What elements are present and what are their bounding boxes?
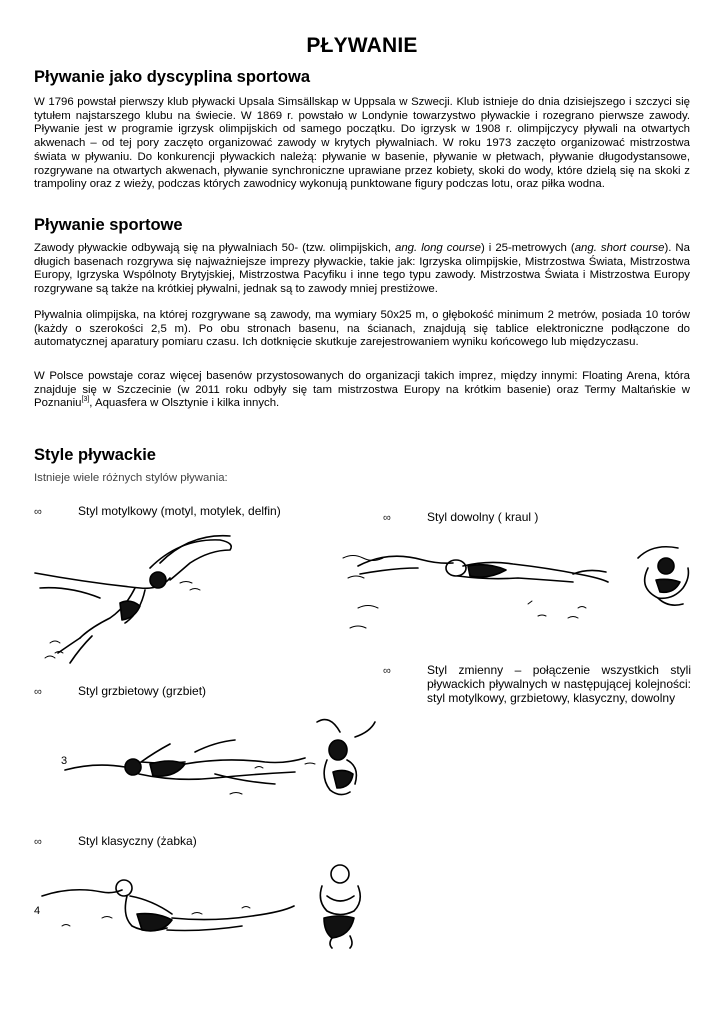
section-heading-discipline: Pływanie jako dyscyplina sportowa — [34, 68, 311, 86]
paragraph-olympic-pool: Pływalnia olimpijska, na której rozgrywane są zawody, ma wymiary 50x25 m, o głębokość minimum 2 metrów, posiada 10 torów (każdy o szerokości 2,5 m). Po obu stronach basenu, na ścianach, znajdują się tablice elektroniczne podłączone do automatycznej aparatury pomiaru czasu. Ich dotknięcie skutkuje zarejestrowaniem wyniku końcowego lub międzyczasu. — [34, 309, 690, 349]
style-item-breaststroke — [34, 834, 324, 850]
style-label: Styl motylkowy (motyl, motylek, delfin) — [78, 504, 281, 518]
infinity-bullet-icon: ∞ — [34, 836, 42, 848]
footnote-ref: [3] — [81, 396, 90, 404]
text-run: Zawody pływackie odbywają się na pływalniach 50- (tzw. olimpijskich, — [34, 242, 396, 254]
paragraph-competitions — [34, 242, 690, 297]
text-run-italic: ang. short course — [574, 242, 665, 254]
section-heading-sport: Pływanie sportowe — [34, 216, 183, 234]
page-title: PŁYWANIE — [306, 34, 418, 57]
style-label: Styl klasyczny (żabka) — [78, 834, 197, 848]
section-heading-styles: Style pływackie — [34, 446, 156, 464]
text-run: W Polsce powstaje coraz więcej basenów przystosowanych do organizacji takich imprez, między innymi: Floating Arena, która znajduje się w Szczecinie (w 2011 roku odbyły się tam mistrzostwa Europy na krótkim basenie) oraz Termy Maltańskie w Poznaniu — [34, 370, 690, 410]
text-run: ) i 25-metrowych ( — [480, 242, 575, 254]
backstroke-illustration — [55, 712, 410, 817]
style-item-freestyle — [383, 510, 683, 526]
style-label: Styl grzbietowy (grzbiet) — [78, 684, 207, 698]
infinity-bullet-icon: ∞ — [383, 665, 391, 677]
butterfly-stroke-illustration — [30, 528, 245, 668]
freestyle-stroke-illustration — [338, 538, 698, 648]
paragraph-poland — [34, 370, 690, 411]
infinity-bullet-icon: ∞ — [34, 686, 42, 698]
text-run-italic: ang. long course — [395, 242, 481, 254]
text-run: , Aquasfera w Olsztynie i kilka innych. — [89, 397, 280, 410]
style-label: Styl zmienny – połączenie wszystkich styli pływackich pływalnych w następującej kolejności: styl motylkowy, grzbietowy, klasyczny, dowolny — [427, 663, 691, 705]
infinity-bullet-icon: ∞ — [383, 512, 391, 524]
figure-number: 4 — [34, 905, 41, 917]
style-item-butterfly — [34, 504, 324, 520]
breaststroke-illustration — [32, 856, 382, 951]
style-label: Styl dowolny ( kraul ) — [427, 510, 539, 524]
styles-intro: Istnieje wiele różnych stylów pływania: — [34, 472, 228, 484]
infinity-bullet-icon: ∞ — [34, 506, 42, 518]
figure-number: 3 — [61, 755, 68, 767]
paragraph-history: W 1796 powstał pierwszy klub pływacki Upsala Simsällskap w Uppsala w Szwecji. Klub istnieje do dnia dzisiejszego i szczyci się tytułem najstarszego klubu na świecie. W 1869 r. powstało w Londynie towarzystwo pływackie i rozegrano pierwsze zawody. Pływanie jest w programie igrzysk olimpijskich od samego początku. Do igrzysk w 1908 r. olimpijczycy pływali na otwartych akwenach – od tej pory zaczęto organizować zawody w krytych pływalniach. W roku 1973 zaczęto organizować mistrzostwa świata w pływaniu. Do konkurencji pływackich należą: pływanie w basenie, pływanie w płetwach, pływanie długodystansowe, rozgrywane na otwartych akwenach, pływanie synchroniczne uprawiane przez kobiety, skoki do wody, które dzielą się na skoki z trampoliny oraz z wieży, podczas których zawodnicy wykonują punktowane figury podczas lotu, oraz piłka wodna. — [34, 96, 690, 191]
style-item-backstroke — [34, 684, 324, 700]
text-run: ). Na długich basenach rozgrywa się najważniejsze imprezy pływackie, takie jak: Igrzyska olimpijskie, Mistrzostwa Świata, Mistrzostwa Europy, Igrzyska Wspólnoty Brytyjskiej, Mistrzostwa Pacyfiku i inne tego typu zawody. Mistrzostwa Świata i Mistrzostwa Europy rozgrywane są także na krótkiej pływalni, jednak są to zawody mniej prestiżowe. — [34, 242, 690, 296]
style-item-medley — [383, 663, 691, 723]
